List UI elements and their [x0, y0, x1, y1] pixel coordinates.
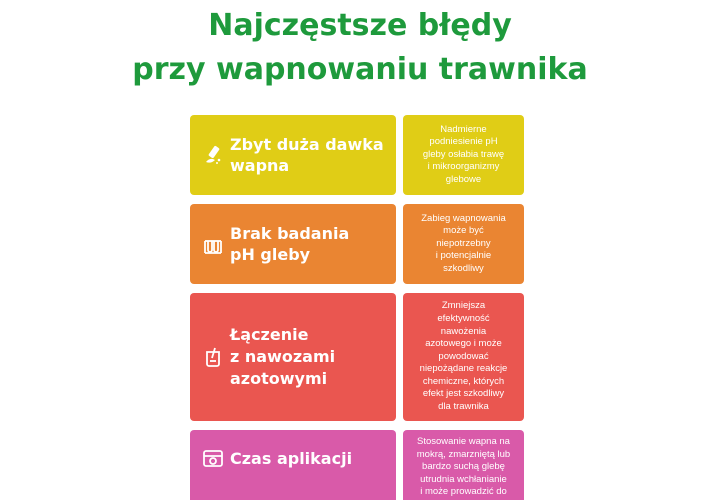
mistake-description-text: Stosowanie wapna na mokrą, zmarzniętą lub bardzo suchą glebę utrudnia wchłanianie i może prowadzić do	[416, 436, 511, 498]
mistake-label: Zbyt duża dawka wapna	[230, 135, 384, 175]
mistake-card-timing	[190, 430, 396, 500]
test-tubes-icon	[202, 233, 224, 255]
mistake-label: Łączenie z nawozami azotowymi	[230, 325, 336, 388]
mistake-description	[403, 293, 524, 421]
mistake-description-text: Zmniejsza efektywność nawożenia azotowego i może powodować niepożądane reakcje chemiczne, których efekt jest szkodliwy dla trawnika	[419, 300, 508, 413]
mistake-description	[403, 115, 524, 195]
mistake-label: Brak badania pH gleby	[230, 224, 350, 264]
mistake-description-text: Nadmierne podniesienie pH gleby osłabia trawę i mikroorganizmy glebowe	[422, 123, 505, 185]
mistake-description	[403, 204, 524, 284]
page-title-line-1: Najczęstsze błędy	[208, 8, 512, 43]
calendar-timing-icon	[202, 447, 224, 469]
mistake-card-dose	[190, 115, 396, 195]
lime-dose-icon	[202, 144, 224, 166]
mistake-description-text: Zabieg wapnowania może być niepotrzebny i potencjalnie szkodliwy	[421, 212, 506, 274]
mistake-card-ph-test	[190, 204, 396, 284]
mistake-description	[403, 430, 524, 500]
mixing-beaker-icon	[202, 346, 224, 368]
mistake-card-nitrogen	[190, 293, 396, 421]
page-title-line-2: przy wapnowaniu trawnika	[132, 52, 588, 87]
mistake-label: Czas aplikacji	[230, 448, 353, 468]
